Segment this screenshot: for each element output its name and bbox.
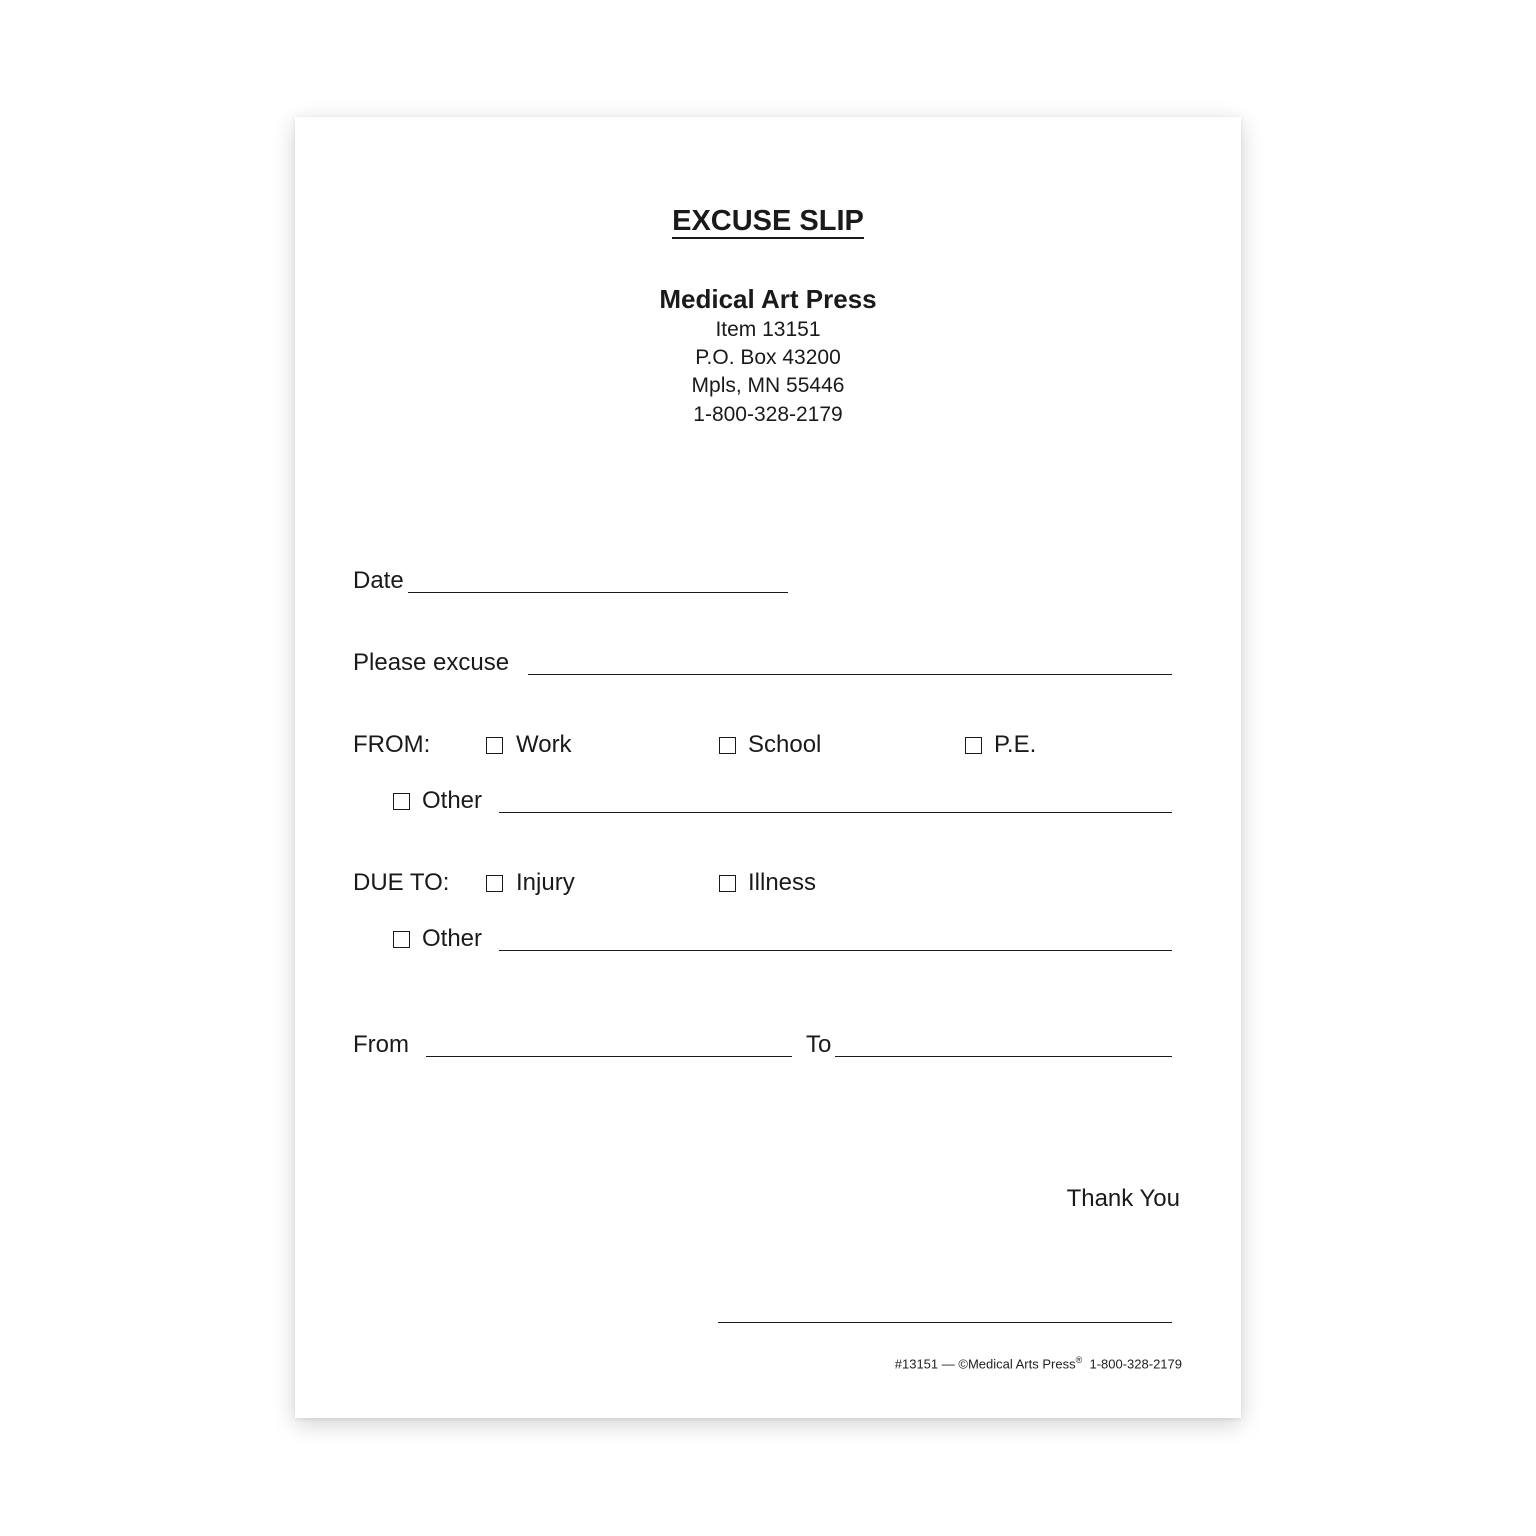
- period-to-label: To: [806, 1031, 832, 1058]
- period-from-label: From: [353, 1031, 409, 1058]
- period-from-field[interactable]: [426, 1056, 792, 1057]
- footer-text: #13151 — ©Medical Arts Press: [894, 1356, 1076, 1372]
- from-other-checkbox[interactable]: [393, 793, 410, 810]
- work-checkbox[interactable]: [486, 737, 503, 754]
- school-checkbox[interactable]: [719, 737, 736, 754]
- from-other-label: Other: [422, 787, 483, 814]
- date-label: Date: [353, 567, 404, 594]
- period-to-field[interactable]: [835, 1056, 1172, 1057]
- school-option-label: School: [748, 731, 822, 758]
- from-other-field[interactable]: [499, 812, 1172, 813]
- injury-option-label: Injury: [516, 869, 575, 896]
- due-to-section-label: DUE TO:: [353, 869, 450, 896]
- illness-checkbox[interactable]: [719, 875, 736, 892]
- signature-line[interactable]: [718, 1322, 1172, 1323]
- registered-mark: ®: [1075, 1355, 1083, 1365]
- excuse-slip-sheet: [295, 117, 1241, 1418]
- phone-number: 1-800-328-2179: [693, 403, 843, 426]
- pe-checkbox[interactable]: [965, 737, 982, 754]
- due-to-other-checkbox[interactable]: [393, 931, 410, 948]
- please-excuse-field[interactable]: [528, 674, 1172, 675]
- from-section-label: FROM:: [353, 731, 431, 758]
- po-box: P.O. Box 43200: [695, 346, 841, 369]
- footer-phone: 1-800-328-2179: [1089, 1356, 1182, 1372]
- thank-you-text: Thank You: [1066, 1185, 1180, 1212]
- company-name: Medical Art Press: [659, 284, 877, 314]
- footer-notice: [895, 1352, 1182, 1372]
- work-option-label: Work: [516, 731, 572, 758]
- injury-checkbox[interactable]: [486, 875, 503, 892]
- form-title: EXCUSE SLIP: [672, 205, 864, 237]
- please-excuse-label: Please excuse: [353, 649, 510, 676]
- item-number: Item 13151: [715, 318, 821, 341]
- due-to-other-field[interactable]: [499, 950, 1172, 951]
- date-field[interactable]: [408, 592, 788, 593]
- city-state-zip: Mpls, MN 55446: [691, 374, 845, 397]
- due-to-other-label: Other: [422, 925, 483, 952]
- illness-option-label: Illness: [748, 869, 817, 896]
- pe-option-label: P.E.: [994, 731, 1037, 758]
